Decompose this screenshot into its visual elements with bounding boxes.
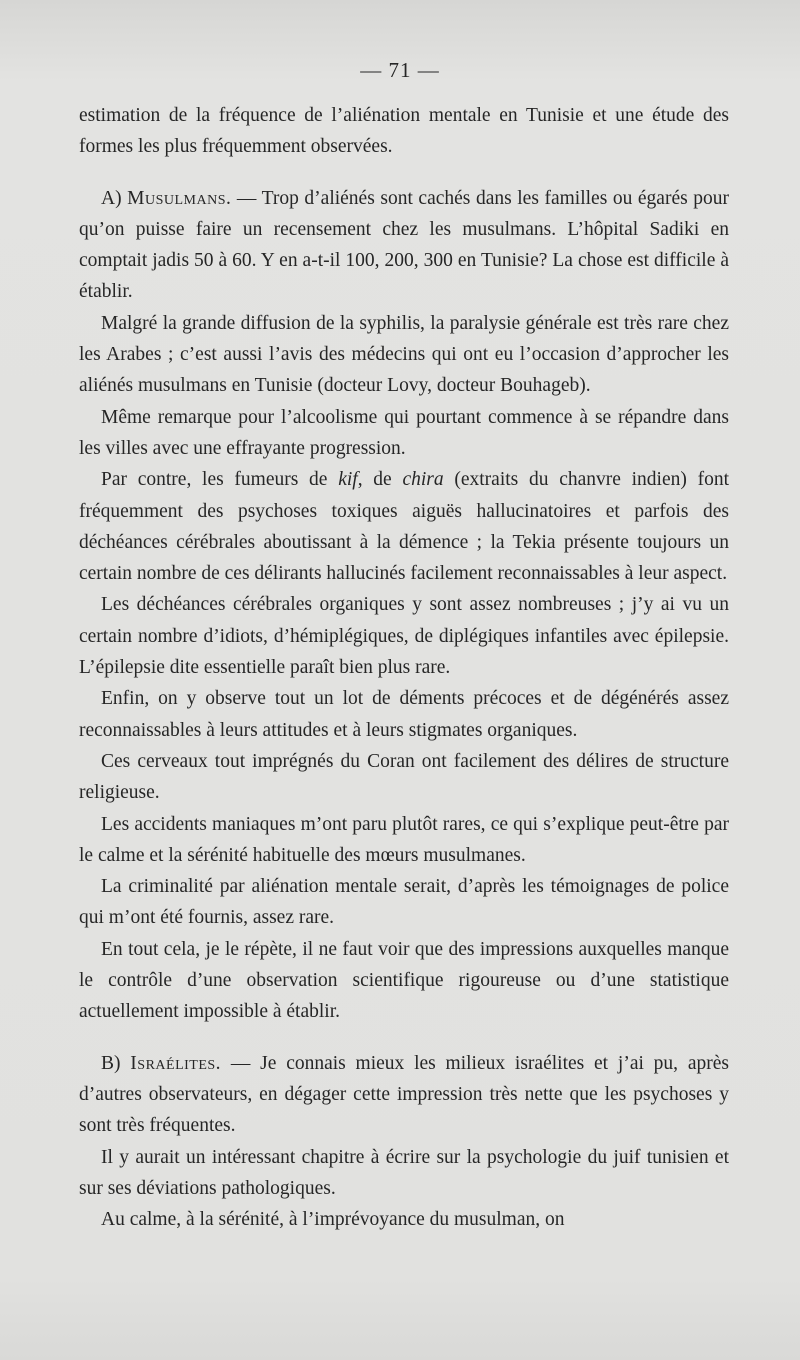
paragraph-calme: Au calme, à la sérénité, à l’imprévoyance du musulman, on [101, 1209, 565, 1231]
paragraph-coran: Ces cerveaux tout imprégnés du Coran ont facilement des délires de structure religieuse. [79, 750, 729, 804]
section-a-dash: — [231, 187, 262, 209]
paragraph-dements: Enfin, on y observe tout un lot de déments précoces et de dégénérés assez reconnaissables à leurs attitudes et à leurs stigmates organiques. [79, 688, 729, 741]
section-b-text: Je connais mieux les milieux israélites et j’ai pu, après d’autres observateurs, en dégager cette impression très nette que les psychoses y sont très fréquentes. [79, 1052, 729, 1137]
section-a-text: Trop d’aliénés sont cachés dans les familles ou égarés pour qu’on puisse faire un recensement chez les musulmans. L’hôpital Sadiki en comptait jadis 50 à 60. Y en a-t-il 100, 200, 300 en Tunisie? La chose est difficile à établir. [79, 187, 729, 303]
paragraph-maniaques: Les accidents maniaques m’ont paru plutôt rares, ce qui s’explique peut-être par le calme et la sérénité habituelle des mœurs musulmanes. [79, 813, 729, 866]
section-a-heading: Musulmans. [127, 187, 232, 209]
kif-term: kif [338, 469, 358, 491]
paragraph-criminalite: La criminalité par aliénation mentale serait, d’après les témoignages de police qui m’ont été fournis, assez rare. [79, 876, 729, 929]
kif-text-3: (extraits du chanvre indien) font fréquemment des psychoses toxiques aiguës hallucinatoires et parfois des déchéances cérébrales aboutissant à la démence ; la Tekia présente toujours un certain nombre de ces délirants hallucinés facilement reconnaissables à leur aspect. [79, 469, 730, 585]
section-b-dash: — [221, 1052, 261, 1074]
section-b-paragraph [79, 1048, 729, 1142]
paragraph-intro: estimation de la fréquence de l’aliénation mentale en Tunisie et une étude des formes les plus fréquemment observées. [79, 105, 729, 158]
section-b-heading: Israélites. [130, 1052, 222, 1074]
section-a-paragraph [79, 183, 729, 308]
paragraph-syphilis: Malgré la grande diffusion de la syphilis, la paralysie générale est très rare chez les Arabes ; c’est aussi l’avis des médecins qui ont eu l’occasion d’approcher les aliénés musulmans en Tunisie (docteur Lovy, docteur Bouhageb). [79, 312, 729, 397]
chira-term: chira [402, 469, 444, 491]
paragraph-chapitre: Il y aurait un intéressant chapitre à écrire sur la psychologie du juif tunisien et sur ses déviations pathologiques. [79, 1146, 729, 1199]
section-a-letter: A) [101, 187, 122, 209]
paragraph-impressions: En tout cela, je le répète, il ne faut voir que des impressions auxquelles manque le contrôle d’une observation scientifique rigoureuse ou d’une statistique actuellement impossible à établir. [79, 938, 729, 1023]
paragraph-kif [79, 464, 729, 589]
body-text [79, 100, 729, 1235]
section-b-letter: B) [101, 1052, 121, 1074]
page-number: — 71 — [360, 58, 440, 82]
paragraph-alcoolisme: Même remarque pour l’alcoolisme qui pourtant commence à se répandre dans les villes avec une effrayante progression. [79, 406, 729, 459]
paragraph-decheances: Les déchéances cérébrales organiques y sont assez nombreuses ; j’y ai vu un certain nombre d’idiots, d’hémiplégiques, de diplégiques infantiles avec épilepsie. L’épilepsie dite essentielle paraît bien plus rare. [79, 594, 729, 679]
kif-text-2: , de [357, 469, 403, 491]
kif-text-1: Par contre, les fumeurs de [101, 469, 339, 491]
